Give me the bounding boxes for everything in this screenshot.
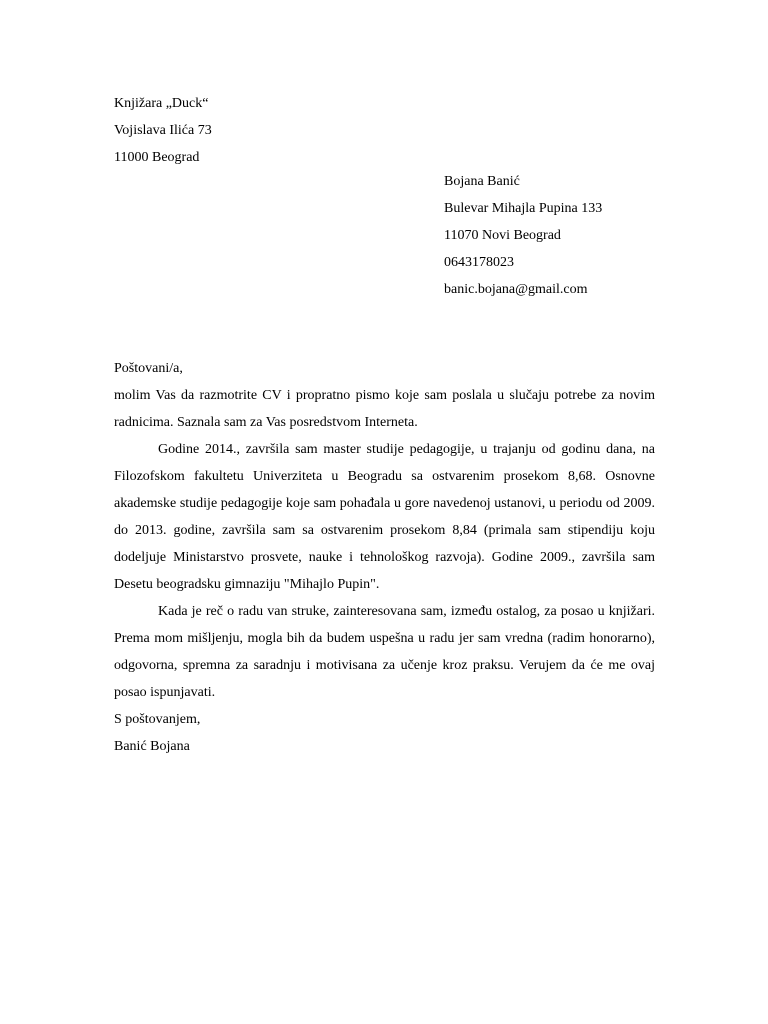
sender-street: Bulevar Mihajla Pupina 133	[444, 201, 603, 216]
sender-city: 11070 Novi Beograd	[444, 228, 561, 243]
recipient-name: Knjižara „Duck“	[114, 96, 209, 111]
sender-name: Bojana Banić	[444, 174, 520, 189]
closing: S poštovanjem,	[114, 712, 201, 727]
sender-phone: 0643178023	[444, 255, 514, 270]
signature: Banić Bojana	[114, 739, 190, 754]
education-paragraph: Godine 2014., završila sam master studije pedagogije, u trajanju od godinu dana, na Filozofskom fakultetu Univerziteta u Beogradu sa ostvarenim prosekom 8,68. Osnovne akademske studije pedagogije koje sam pohađala u gore navedenoj ustanovi, u periodu od 2009. do 2013. godine, završila sam sa ostvarenim prosekom 8,84 (primala sam stipendiju koju dodeljuje Ministarstvo prosvete, nauke i tehnološkog razvoja). Godine 2009., završila sam Desetu beogradsku gimnaziju "Mihajlo Pupin".	[114, 442, 655, 592]
sender-email: banic.bojana@gmail.com	[444, 282, 588, 297]
recipient-street: Vojislava Ilića 73	[114, 123, 212, 138]
salutation: Poštovani/a,	[114, 361, 183, 376]
letter-body	[114, 355, 655, 760]
intro-paragraph: molim Vas da razmotrite CV i propratno pismo koje sam poslala u slučaju potrebe za novim radnicima. Saznala sam za Vas posredstvom Interneta.	[114, 388, 655, 430]
recipient-address	[114, 90, 212, 171]
sender-address	[444, 168, 602, 303]
recipient-city: 11000 Beograd	[114, 150, 200, 165]
motivation-paragraph: Kada je reč o radu van struke, zainteresovana sam, između ostalog, za posao u knjižari. Prema mom mišljenju, mogla bih da budem uspešna u radu jer sam vredna (radim honorarno), odgovorna, spremna za saradnju i motivisana za učenje kroz praksu. Verujem da će me ovaj posao ispunjavati.	[114, 604, 655, 700]
